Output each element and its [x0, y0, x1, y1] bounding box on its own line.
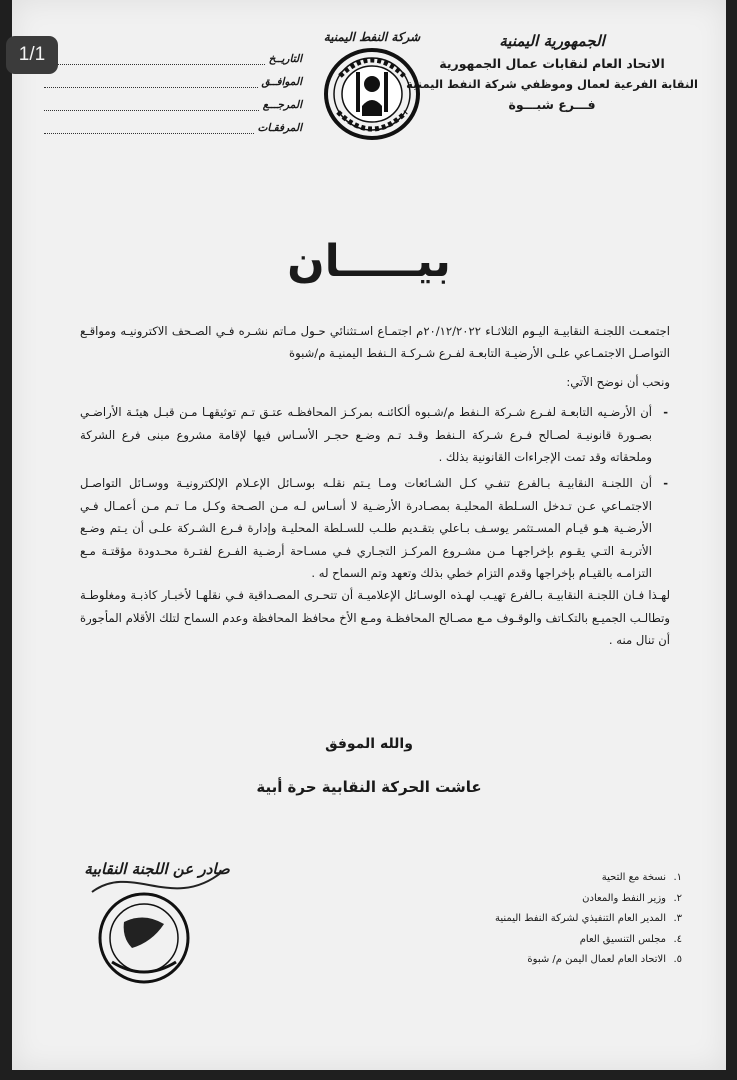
lead-line: ونحب أن نوضح الآتي: [566, 374, 670, 389]
reference-fields [40, 42, 302, 134]
hijri-label: الموافــق [261, 76, 302, 88]
date-label: التاريــخ [268, 53, 302, 65]
copy-item: ٤. مجلس التنسيق العام [579, 933, 682, 945]
closing-line-2: عاشت الحركة النقابية حرة أبية [256, 778, 482, 796]
copy-item: ٣. المدير العام التنفيذي لشركة النفط اليمنية [495, 913, 682, 924]
statement-title: بيـــــان [287, 236, 451, 287]
page-counter-badge: 1/1 [6, 36, 58, 74]
point-1: - أن الأرضـيه التابعـة لفـرع شـركة الـنفط م/شـبوه ألكائنـه بمركـز المحافظـه عتـق تـم توثيقهـا مـن قبـل هيئـة الأراضـي بصـورة قانونيـة لصـالح فـرع شـركة الـنفط وقـد تـم وضـع حجـر الأسـاس فيها لإقامة مشروع مبنى فرع الشركة وملحقاته وقد تمت الإجراءات القانونية بذلك . [80, 401, 670, 468]
letterhead-country: الجمهورية اليمنية [499, 32, 605, 50]
copy-item: ٢. وزير النفط والمعادن [582, 892, 682, 904]
company-emblem [320, 30, 424, 148]
letterhead-union: النقابة الفرعية لعمال وموظفي شركة النفط اليمنية [406, 77, 698, 91]
attachments-label: المرفقـات [257, 122, 302, 134]
hijri-line [44, 77, 258, 88]
reference-line [44, 100, 259, 111]
intro-paragraph: اجتمعـت اللجنـة النقابيـة اليـوم الثلاثـاء ٢٠/١٢/٢٠٢٢م اجتمـاع اسـتثنائي حـول مـاتم نشـره فـي الصـحف الاكترونيـه ومواقـع التواصـل الاجتمـاعي علـى الأرضيـة التابعـة لفـرع شـركـة الـنفط اليمنيـة م/شبوة [80, 324, 670, 361]
copy-item: ٥. الاتحاد العام لعمال اليمن م/ شبوة [527, 954, 682, 965]
attachments-field [40, 111, 302, 134]
document-page [12, 0, 726, 1070]
stamp-seal-icon [72, 852, 252, 992]
reference-label: المرجـــع [262, 99, 302, 111]
date-line [44, 54, 265, 65]
conclusion-paragraph: لهـذا فـان اللجنـة النقابيـة بـالفرع تهيـب لهـذه الوسـائل الإعلاميـة أن تتحـرى المصـداقية فـي نقلهـا لأخبـار كاذبـة ومغلوطـة وتطالـب الجميـع بالتكـاتف والوقـوف مـع مصـالح المحافظـة ومـع الأخ محافظ المحافظة وعدم السماح لتلك الأقلام المأجورة أن تنال منه . [80, 588, 670, 648]
letterhead-branch: فـــرع شبـــوة [508, 97, 596, 112]
attachments-line [44, 123, 254, 134]
date-field [40, 42, 302, 65]
emblem-seal-icon [320, 46, 424, 142]
stamp-caption: صادر عن اللجنة النقابية [84, 860, 230, 878]
letterhead [402, 32, 702, 112]
copies-list [442, 868, 682, 971]
hijri-field [40, 65, 302, 88]
emblem-caption: شركة النفط اليمنية [323, 30, 421, 44]
reference-field [40, 88, 302, 111]
statement-body [80, 320, 670, 652]
letterhead-federation: الاتحاد العام لنقابات عمال الجمهورية [439, 56, 665, 71]
point-2: - أن اللجنـة النقابيـة بـالفرع تنفـي كـل الشـائعات ومـا يـتم نقلـه بوسـائل الإعـلام الإلكترونيـة ووسـائل التواصـل الاجتمـاعي عـن تـدخل السـلطة المحليـة بمصـادرة الأرضـية لا أسـاس لـه مـن الصـحة وكـل مـا تـم مـن أعمـال فـي الأرضـية هـو قيـام المسـتثمر يوسـف بـاعلي بتقـديم طلـب للسـلطة المحليـة وإدارة فـرع الشـركة علـى أن يـتم وضـع الأتربـة التـي يقـوم بإخراجهـا مـن مشـروع المركـز التجـاري فـي مسـاحة أرضـية الفـرع لفتـرة محـدودة مؤقتـة مـع التزامـه بالقيـام بإخراجها وقدم التزام خطي بذلك وتعهد وتم السماح له . [80, 472, 670, 584]
closing-line-1: والله الموفق [325, 736, 413, 752]
union-stamp [72, 852, 252, 992]
copy-item: ١. نسخة مع التحية [601, 872, 682, 883]
